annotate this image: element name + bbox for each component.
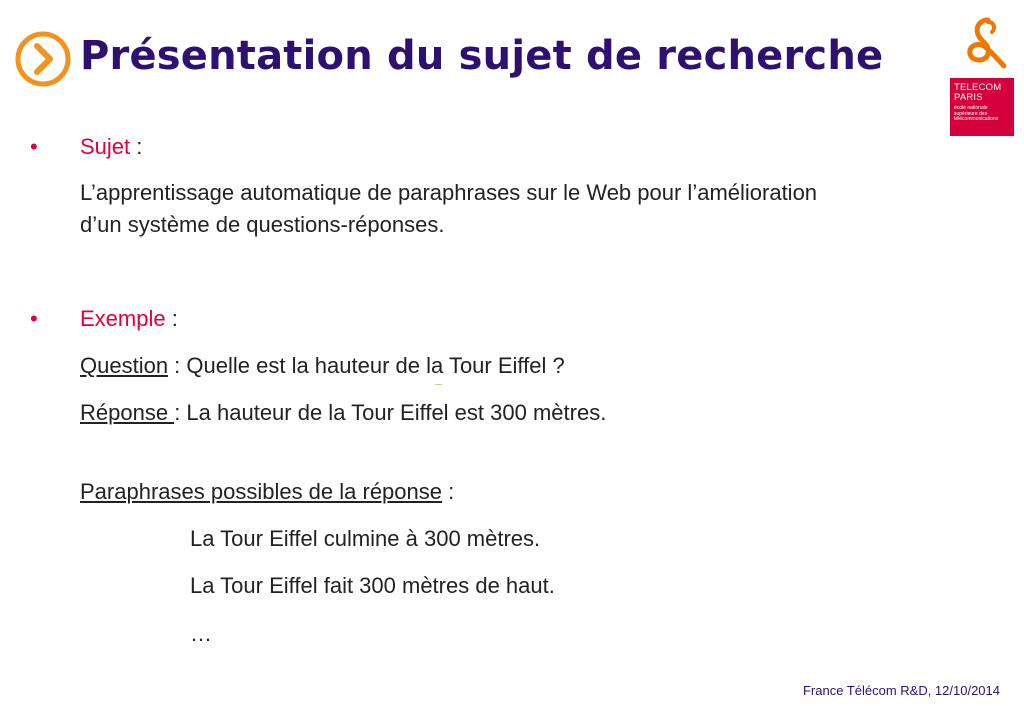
bullet-marker: • bbox=[30, 134, 38, 159]
exemple-label: Exemple bbox=[80, 306, 166, 331]
paraphrases-label: Paraphrases possibles de la réponse bbox=[80, 479, 443, 504]
paraphrase-item: La Tour Eiffel culmine à 300 mètres. bbox=[190, 526, 541, 551]
logo-text-telecom: TELECOM bbox=[954, 82, 1002, 93]
question-text: : Quelle est la hauteur de la Tour Eiffel ? bbox=[168, 353, 565, 378]
paraphrase-ellipsis: … bbox=[190, 621, 212, 646]
paraphrases-heading bbox=[80, 476, 454, 508]
exemple-colon: : bbox=[165, 306, 178, 331]
sujet-heading bbox=[80, 131, 142, 163]
sujet-description-line: L’apprentissage automatique de paraphrases sur le Web pour l’amélioration bbox=[80, 180, 818, 205]
paraphrases-colon: : bbox=[442, 479, 455, 504]
chevron-right-circle-icon bbox=[14, 30, 72, 88]
sujet-colon: : bbox=[130, 134, 143, 159]
reponse-text: : La hauteur de la Tour Eiffel est 300 mètres. bbox=[174, 400, 607, 425]
sujet-description bbox=[80, 177, 817, 241]
stray-mark bbox=[435, 384, 442, 385]
footer-text: France Télécom R&D, 12/10/2014 bbox=[802, 683, 1000, 698]
page-title: Présentation du sujet de recherche bbox=[80, 33, 884, 79]
paraphrase-item: La Tour Eiffel fait 300 mètres de haut. bbox=[190, 573, 555, 598]
logo-subtitle bbox=[954, 106, 1010, 123]
telecom-paris-logo bbox=[950, 16, 1016, 138]
sujet-description-line: d’un système de questions-réponses. bbox=[80, 212, 445, 237]
logo-subtitle-line: supérieure des bbox=[954, 110, 988, 117]
question-label: Question bbox=[80, 353, 169, 378]
bullet-marker: • bbox=[30, 306, 38, 331]
reponse-label: Réponse bbox=[80, 400, 175, 425]
sujet-label: Sujet bbox=[80, 134, 131, 159]
logo-box bbox=[950, 78, 1014, 136]
logo-text-paris: PARIS bbox=[954, 92, 983, 103]
logo-subtitle-line: école nationale bbox=[954, 105, 988, 111]
logo-subtitle-line: télécommunications bbox=[954, 116, 999, 123]
exemple-heading bbox=[80, 303, 178, 335]
ampersand-logo-icon bbox=[958, 16, 1008, 78]
reponse-line bbox=[80, 397, 606, 429]
question-line bbox=[80, 350, 565, 382]
